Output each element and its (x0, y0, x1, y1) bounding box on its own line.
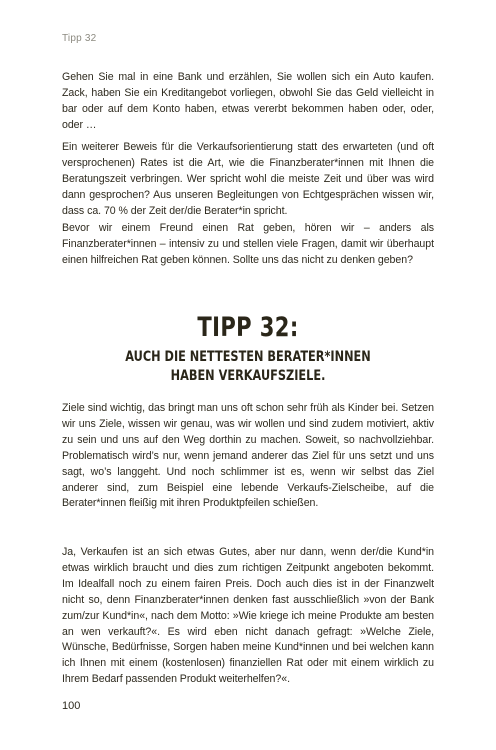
paragraph-ziele: Ziele sind wichtig, das bringt man uns oft schon sehr früh als Kinder bei. Setzen wir uns Ziele, wissen wir genau, was wir wollen und sind zudem motiviert, aktiv zu sein und uns auf den Weg dorthin zu machen. Soweit, so nachvollziehbar. Problematisch wird’s nur, wenn jemand anderer das Ziel für uns setzt und uns sagt, wo’s langgeht. Und noch schlimmer ist es, wenn wir selbst das Ziel anderer sind, zum Beispiel eine lebende Verkaufs-Zielscheibe, auf die Berater*innen fleißig mit ihren Produktpfeilen schießen. (62, 402, 434, 510)
running-head: Tipp 32 (62, 33, 97, 44)
tip-subtitle (55, 348, 442, 386)
page-number: 100 (62, 700, 81, 712)
paragraph-verkaufen: Ja, Verkaufen ist an sich etwas Gutes, aber nur dann, wenn der/die Kund*in etwas wirklich braucht und dies zum richtigen Zeitpunkt angeboten bekommt. Im Idealfall noch zu einem fairen Preis. Doch auch dies ist in der Finanzwelt nicht so, denn Finanzberater*innen denken fast ausschließlich »von der Bank zum/zur Kund*in«, nach dem Motto: »Wie kriege ich meine Produkte am besten an wen verkauft?«. Es wird eben nicht danach gefragt: »Welche Ziele, Wünsche, Bedürfnisse, Sorgen haben meine Kund*innen und bei welchen kann ich Ihnen mit einem (kostenlosen) finanziellen Rat oder mit einem wirklich zu Ihrem Bedarf passenden Produkt weiterhelfen?«. (62, 546, 434, 686)
tip-subtitle-line-1: AUCH DIE NETTESTEN BERATER*INNEN (125, 349, 371, 365)
tip-heading: TIPP 32: (197, 312, 299, 343)
paragraph-auto-kaufen: Gehen Sie mal in eine Bank und erzählen, Sie wollen sich ein Auto kaufen. Zack, haben Sie ein Kreditangebot vorliegen, obwohl Sie das Geld vielleicht in bar oder auf dem Konto haben, etwas vererbt bekommen haben oder, oder, oder … (62, 71, 434, 131)
paragraph-verkaufsorientierung: Ein weiterer Beweis für die Verkaufsorientierung statt des erwarteten (und oft versprochenen) Rates ist die Art, wie die Finanzberater*innen mit Ihnen die Beratungszeit verbringen. Wer spricht wohl die meiste Zeit und über was wird dann gesprochen? Aus unseren Begleitungen von Echtgesprächen wissen wir, dass ca. 70 % der Zeit der/die Berater*in spricht. (62, 141, 434, 217)
tip-subtitle-line-2: HABEN VERKAUFSZIELE. (170, 368, 326, 384)
paragraph-rat-geben: Bevor wir einem Freund einen Rat geben, hören wir – anders als Finanzberater*innen – intensiv zu und stellen viele Fragen, damit wir überhaupt einen hilfreichen Rat geben können. Sollte uns das nicht zu denken geben? (62, 222, 434, 266)
